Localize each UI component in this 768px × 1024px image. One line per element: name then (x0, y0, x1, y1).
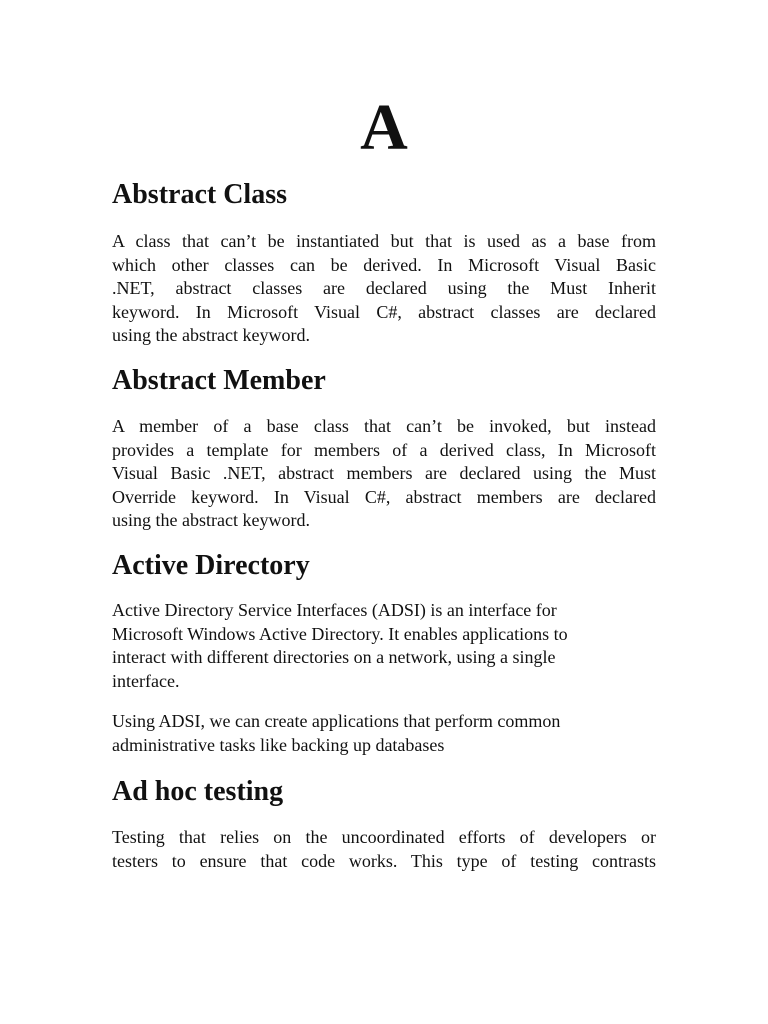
entry-heading-abstract-class: Abstract Class (112, 179, 287, 210)
text-line: interact with different directories on a network, using a single (112, 647, 556, 667)
text-line: testers to ensure that code works. This type of testing contrasts (112, 850, 656, 871)
text-line: keyword. In Microsoft Visual C#, abstract classes are declared (112, 301, 656, 322)
text-line: A member of a base class that can’t be invoked, but instead (112, 416, 656, 436)
entry-definition-ad-hoc-testing (112, 826, 656, 873)
entry-definition-abstract-member (112, 415, 656, 533)
text-line: A class that can’t be instantiated but that is used as a base from (112, 231, 656, 251)
section-letter: A (360, 91, 408, 164)
text-line: Using ADSI, we can create applications that perform common (112, 711, 561, 731)
text-line: which other classes can be derived. In Microsoft Visual Basic (112, 254, 656, 275)
text-line: Visual Basic .NET, abstract members are declared using the Must (112, 463, 656, 483)
text-line: provides a template for members of a derived class, In Microsoft (112, 439, 656, 460)
text-line: using the abstract keyword. (112, 325, 310, 345)
text-line: Microsoft Windows Active Directory. It enables applications to (112, 623, 568, 644)
text-line: Override keyword. In Visual C#, abstract members are declared (112, 486, 656, 507)
entry-definition-abstract-class (112, 230, 656, 348)
text-line: Testing that relies on the uncoordinated efforts of developers or (112, 827, 656, 847)
text-line: administrative tasks like backing up databases (112, 734, 445, 755)
entry-definition-active-directory-2 (112, 710, 656, 757)
entry-definition-active-directory (112, 599, 656, 693)
entry-heading-active-directory: Active Directory (112, 550, 310, 581)
text-line: using the abstract keyword. (112, 510, 310, 530)
entry-heading-ad-hoc-testing: Ad hoc testing (112, 776, 284, 807)
text-line: Active Directory Service Interfaces (ADSI) is an interface for (112, 600, 557, 620)
text-line: interface. (112, 670, 180, 691)
text-line: .NET, abstract classes are declared using the Must Inherit (112, 278, 656, 298)
entry-heading-abstract-member: Abstract Member (112, 365, 326, 396)
